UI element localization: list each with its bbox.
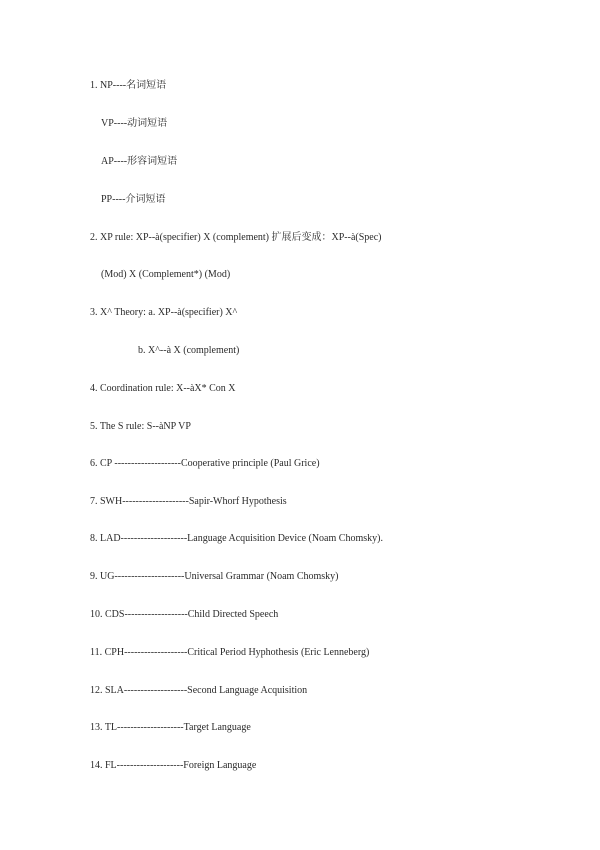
item-9-ug: 9. UG---------------------Universal Grammar (Noam Chomsky) bbox=[90, 571, 339, 582]
item-14-fl: 14. FL--------------------Foreign Language bbox=[90, 760, 257, 771]
item-2-xp-rule: 2. XP rule: XP--à(specifier) X (complement) 扩展后变成：XP--à(Spec) bbox=[90, 232, 382, 243]
item-1-np: 1. NP----名词短语 bbox=[90, 80, 167, 91]
item-12-sla: 12. SLA-------------------Second Language Acquisition bbox=[90, 685, 308, 696]
item-8-lad: 8. LAD--------------------Language Acquisition Device (Noam Chomsky). bbox=[90, 533, 383, 544]
item-13-tl: 13. TL--------------------Target Language bbox=[90, 722, 251, 733]
item-6-cp: 6. CP --------------------Cooperative principle (Paul Grice) bbox=[90, 458, 320, 469]
item-3-x-bar-theory-b: b. X^--à X (complement) bbox=[138, 345, 240, 356]
item-5-s-rule: 5. The S rule: S--àNP VP bbox=[90, 421, 191, 432]
item-10-cds: 10. CDS-------------------Child Directed Speech bbox=[90, 609, 279, 620]
item-4-coordination-rule: 4. Coordination rule: X--àX* Con X bbox=[90, 383, 236, 394]
item-1-vp: VP----动词短语 bbox=[101, 118, 168, 129]
item-11-cph: 11. CPH-------------------Critical Period Hyphothesis (Eric Lenneberg) bbox=[90, 647, 370, 658]
item-2-xp-rule-cont: (Mod) X (Complement*) (Mod) bbox=[101, 269, 231, 280]
item-7-swh: 7. SWH--------------------Sapir-Whorf Hypothesis bbox=[90, 496, 287, 507]
item-3-x-bar-theory: 3. X^ Theory: a. XP--à(specifier) X^ bbox=[90, 307, 238, 318]
item-1-pp: PP----介词短语 bbox=[101, 194, 166, 205]
item-1-ap: AP----形容词短语 bbox=[101, 156, 178, 167]
